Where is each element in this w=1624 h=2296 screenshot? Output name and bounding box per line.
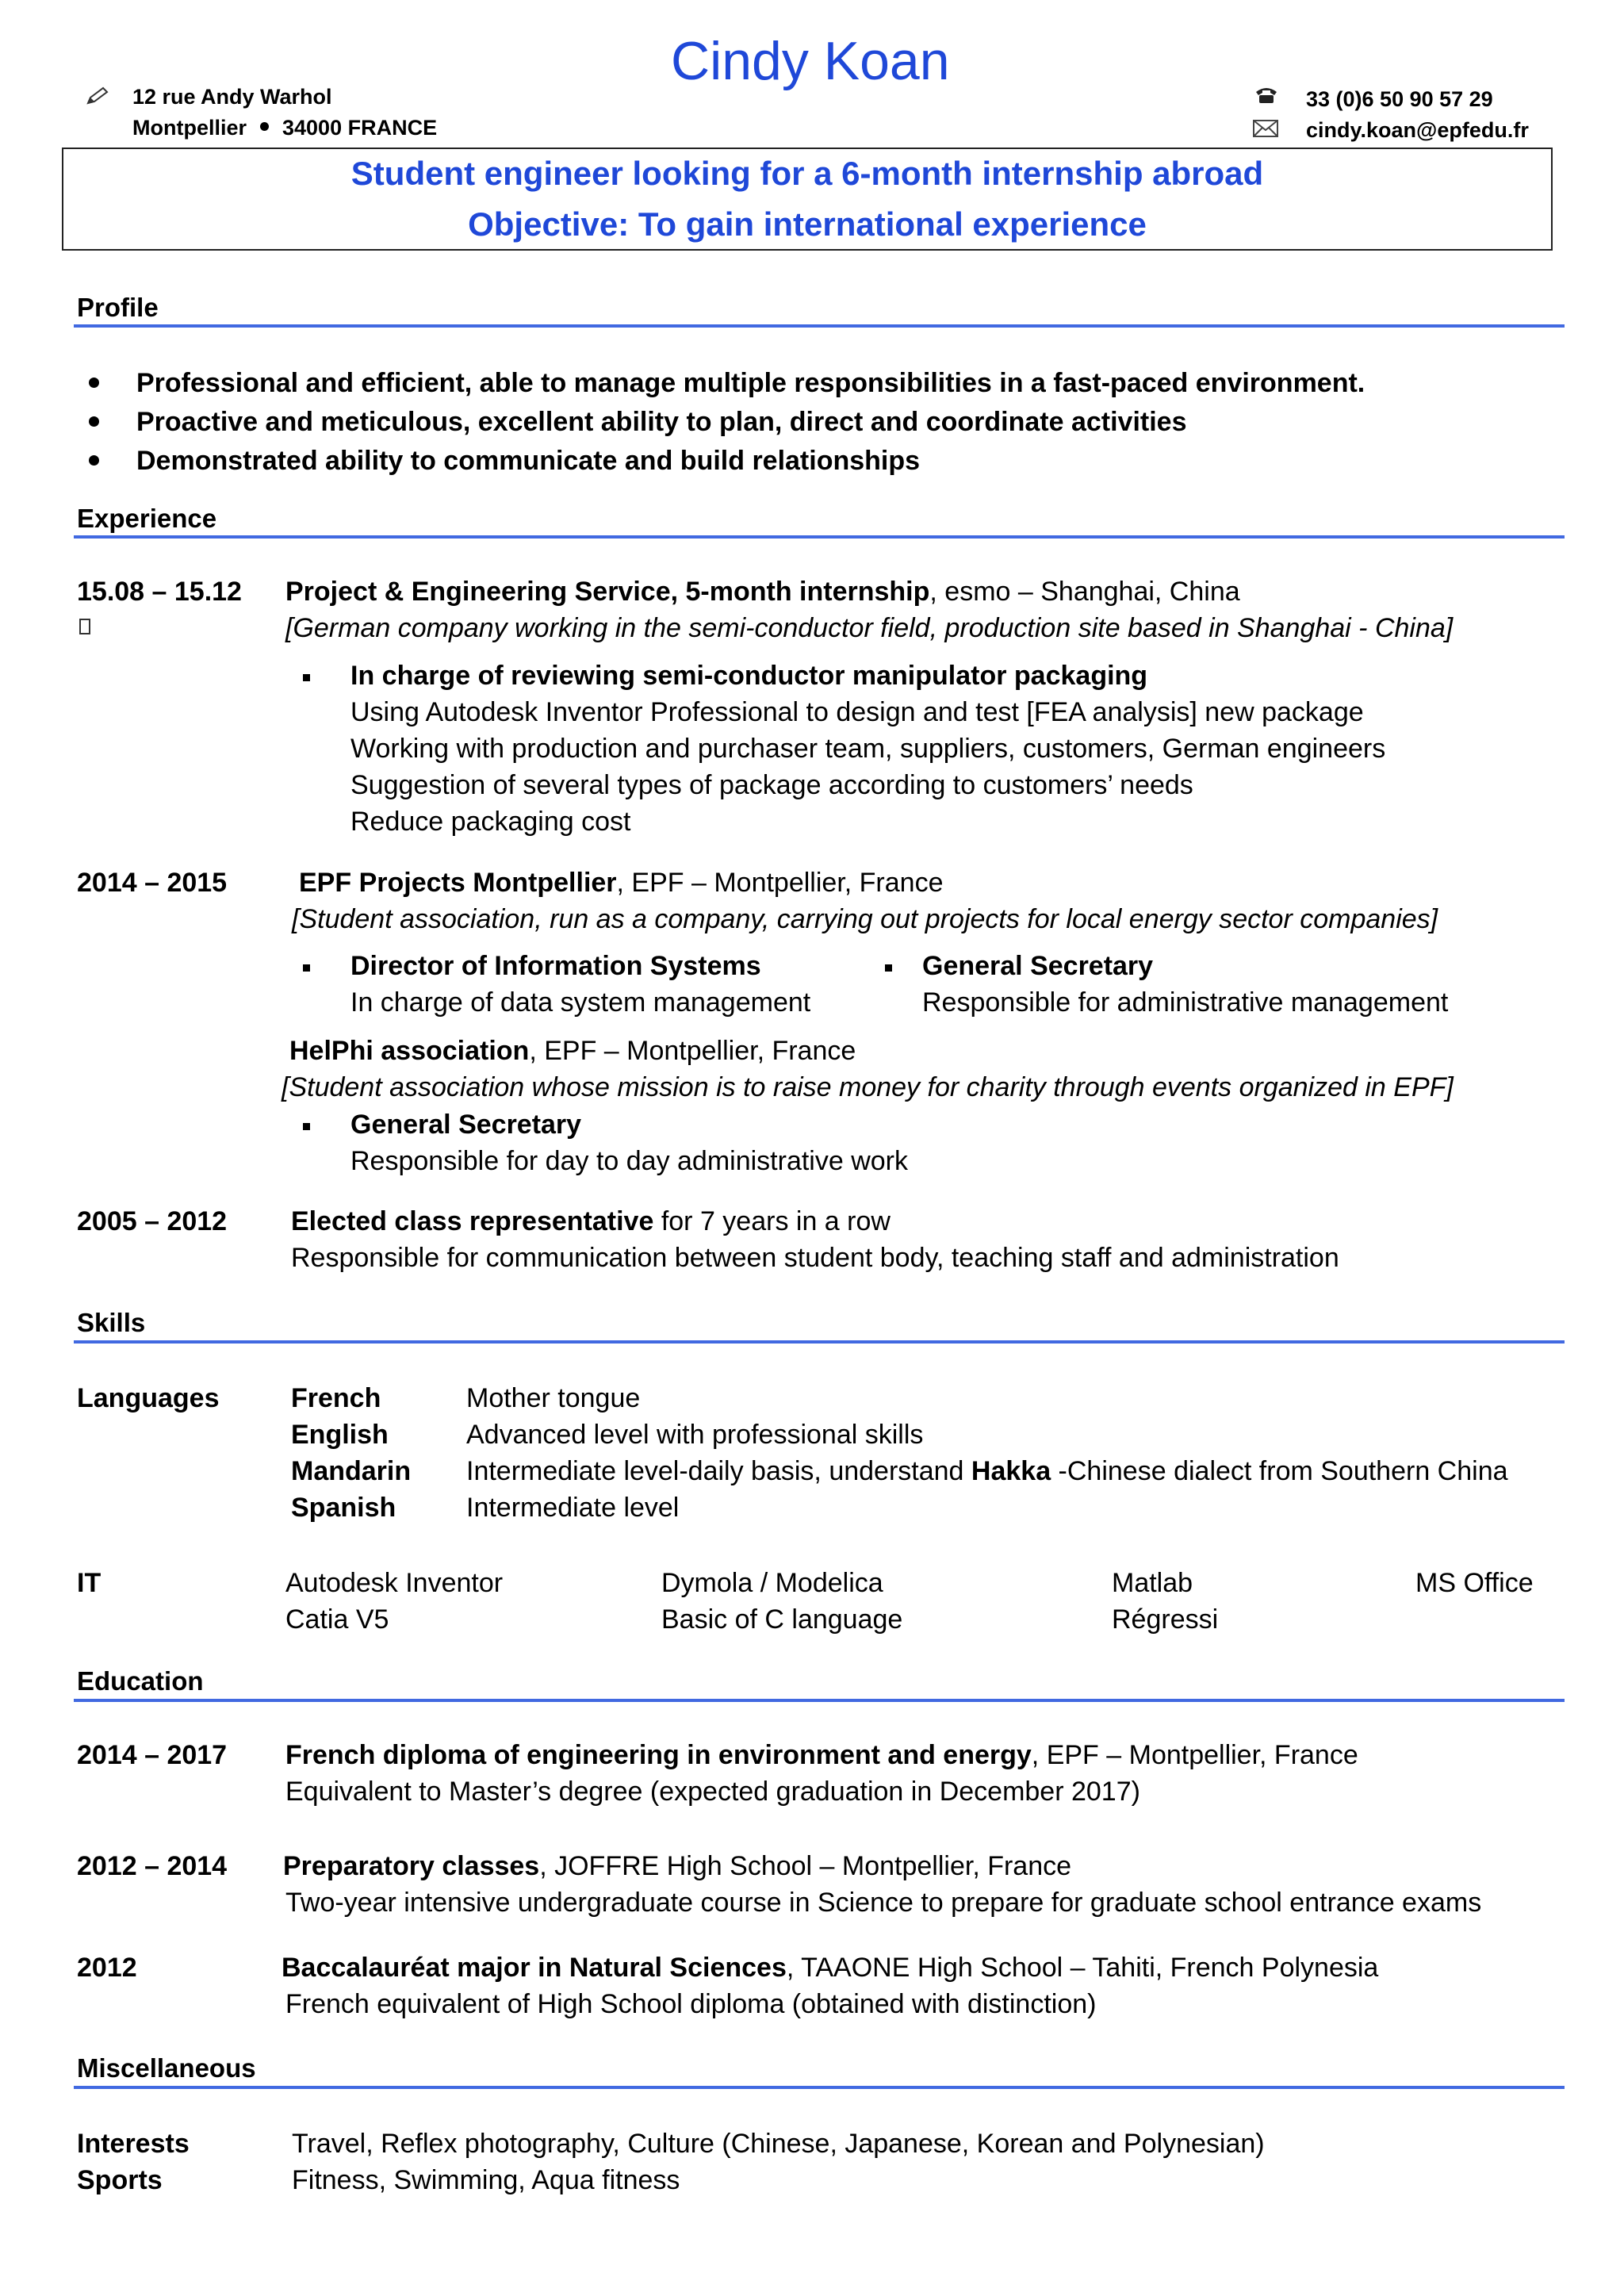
section-title-education: Education — [77, 1666, 204, 1696]
education-institution: , EPF – Montpellier, France — [1031, 1740, 1358, 1770]
section-rule-miscellaneous — [74, 2086, 1565, 2089]
section-title-skills: Skills — [77, 1308, 146, 1337]
section-rule-education — [74, 1699, 1565, 1702]
it-label: IT — [77, 1568, 102, 1598]
education-heading — [283, 1848, 1071, 1884]
sports-value: Fitness, Swimming, Aqua fitness — [292, 2165, 680, 2195]
education-date: 2012 — [77, 1953, 137, 1983]
address-separator-dot — [260, 122, 269, 131]
interests-label: Interests — [77, 2129, 190, 2159]
education-description: Two-year intensive undergraduate course in Science to prepare for graduate school entrance exams — [285, 1888, 1482, 1918]
task-item: Reduce packaging cost — [350, 807, 631, 837]
language-level-bold: Hakka — [971, 1456, 1051, 1486]
role-title: General Secretary — [350, 1110, 582, 1140]
experience-description: Responsible for communication between student body, teaching staff and administration — [291, 1243, 1339, 1273]
education-heading — [282, 1949, 1378, 1986]
profile-item: Demonstrated ability to communicate and build relationships — [136, 446, 921, 476]
address-city: Montpellier — [132, 116, 247, 140]
square-bullet-icon — [303, 1123, 310, 1130]
task-item: Suggestion of several types of package according to customers’ needs — [350, 770, 1193, 800]
experience-date: 2005 – 2012 — [77, 1206, 228, 1236]
experience-description: [German company working in the semi-conductor field, production site based in Shanghai - China] — [285, 613, 1454, 643]
experience-role: Project & Engineering Service, 5-month internship — [285, 577, 930, 607]
language-name: Spanish — [291, 1493, 396, 1523]
objective-line1: Student engineer looking for a 6-month internship abroad — [350, 155, 1264, 192]
education-title: Preparatory classes — [283, 1851, 540, 1881]
experience-description: [Student association, run as a company, carrying out projects for local energy sector companies] — [292, 904, 1438, 934]
language-level: Intermediate level — [466, 1493, 680, 1523]
address-line1: 12 rue Andy Warhol — [132, 85, 332, 109]
role-title: Director of Information Systems — [350, 951, 761, 981]
experience-heading — [291, 1203, 891, 1240]
role-description: Responsible for day to day administrative work — [350, 1146, 908, 1176]
language-level: Advanced level with professional skills — [466, 1420, 924, 1450]
experience-org-name: HelPhi association — [289, 1036, 530, 1066]
objective-box — [62, 148, 1553, 251]
phone-icon — [1254, 86, 1278, 105]
language-level — [466, 1453, 1508, 1489]
email-icon — [1253, 119, 1278, 138]
square-bullet-icon — [303, 964, 310, 972]
experience-org: , esmo – Shanghai, China — [929, 577, 1240, 607]
experience-role-rest: for 7 years in a row — [653, 1206, 891, 1236]
experience-heading — [285, 573, 1240, 610]
section-title-miscellaneous: Miscellaneous — [77, 2053, 256, 2083]
interests-value: Travel, Reflex photography, Culture (Chinese, Japanese, Korean and Polynesian) — [292, 2129, 1265, 2159]
experience-org-name: EPF Projects Montpellier — [299, 868, 617, 898]
it-skill: Dymola / Modelica — [661, 1568, 883, 1598]
bullet-icon — [89, 378, 99, 388]
education-date: 2014 – 2017 — [77, 1740, 228, 1770]
language-name: Mandarin — [291, 1456, 412, 1486]
objective-line2: Objective: To gain international experience — [468, 205, 1147, 243]
role-description: In charge of data system management — [350, 987, 811, 1018]
candidate-name: Cindy Koan — [671, 31, 950, 91]
language-level-rest: -Chinese dialect from Southern China — [1051, 1456, 1508, 1486]
education-description: French equivalent of High School diploma (obtained with distinction) — [285, 1989, 1097, 2019]
experience-description: [Student association whose mission is to raise money for charity through events organized in EPF] — [282, 1072, 1454, 1102]
experience-org-location: , EPF – Montpellier, France — [529, 1036, 856, 1066]
education-institution: , JOFFRE High School – Montpellier, France — [539, 1851, 1072, 1881]
square-bullet-icon — [303, 674, 310, 681]
bullet-icon — [89, 416, 99, 427]
language-level-text: Intermediate level-daily basis, understand — [466, 1456, 971, 1486]
profile-item: Professional and efficient, able to manage multiple responsibilities in a fast-paced environment. — [136, 368, 1365, 398]
education-title: French diploma of engineering in environment and energy — [285, 1740, 1032, 1770]
bullet-icon — [89, 455, 99, 466]
language-name: English — [291, 1420, 389, 1450]
square-bullet-icon — [885, 964, 892, 972]
languages-label: Languages — [77, 1383, 220, 1413]
education-description: Equivalent to Master’s degree (expected graduation in December 2017) — [285, 1777, 1140, 1807]
section-title-profile: Profile — [77, 293, 159, 322]
language-level: Mother tongue — [466, 1383, 641, 1413]
education-heading — [285, 1737, 1358, 1773]
experience-date: 2014 – 2015 — [77, 868, 228, 898]
task-title: In charge of reviewing semi-conductor manipulator packaging — [350, 661, 1148, 691]
role-description: Responsible for administrative management — [922, 987, 1449, 1018]
experience-heading — [289, 1033, 856, 1069]
email-address[interactable]: cindy.koan@epfedu.fr — [1306, 118, 1529, 142]
role-title: General Secretary — [922, 951, 1154, 981]
language-name: French — [291, 1383, 381, 1413]
it-skill: Catia V5 — [285, 1604, 389, 1635]
experience-date: 15.08 – 15.12 — [77, 577, 242, 607]
it-skill: Régressi — [1112, 1604, 1219, 1635]
section-title-experience: Experience — [77, 504, 217, 533]
section-rule-profile — [74, 324, 1565, 328]
experience-org-location: , EPF – Montpellier, France — [616, 868, 944, 898]
it-skill: Basic of C language — [661, 1604, 903, 1635]
education-title: Baccalauréat major in Natural Sciences — [282, 1953, 787, 1983]
education-institution: , TAAONE High School – Tahiti, French Polynesia — [786, 1953, 1379, 1983]
phone-number: 33 (0)6 50 90 57 29 — [1306, 87, 1493, 111]
pencil-icon — [86, 86, 109, 106]
sports-label: Sports — [77, 2165, 163, 2195]
it-skill: MS Office — [1415, 1568, 1534, 1598]
experience-heading — [299, 864, 943, 901]
it-skill: Matlab — [1112, 1568, 1193, 1598]
it-skill: Autodesk Inventor — [285, 1568, 504, 1598]
task-item: Using Autodesk Inventor Professional to design and test [FEA analysis] new package — [350, 697, 1364, 727]
section-rule-experience — [74, 535, 1565, 539]
experience-role: Elected class representative — [291, 1206, 654, 1236]
address-postcode: 34000 FRANCE — [282, 116, 438, 140]
profile-item: Proactive and meticulous, excellent ability to plan, direct and coordinate activities — [136, 407, 1187, 437]
section-rule-skills — [74, 1340, 1565, 1343]
flag-icon — [79, 619, 90, 634]
task-item: Working with production and purchaser team, suppliers, customers, German engineers — [350, 734, 1386, 764]
education-date: 2012 – 2014 — [77, 1851, 228, 1881]
